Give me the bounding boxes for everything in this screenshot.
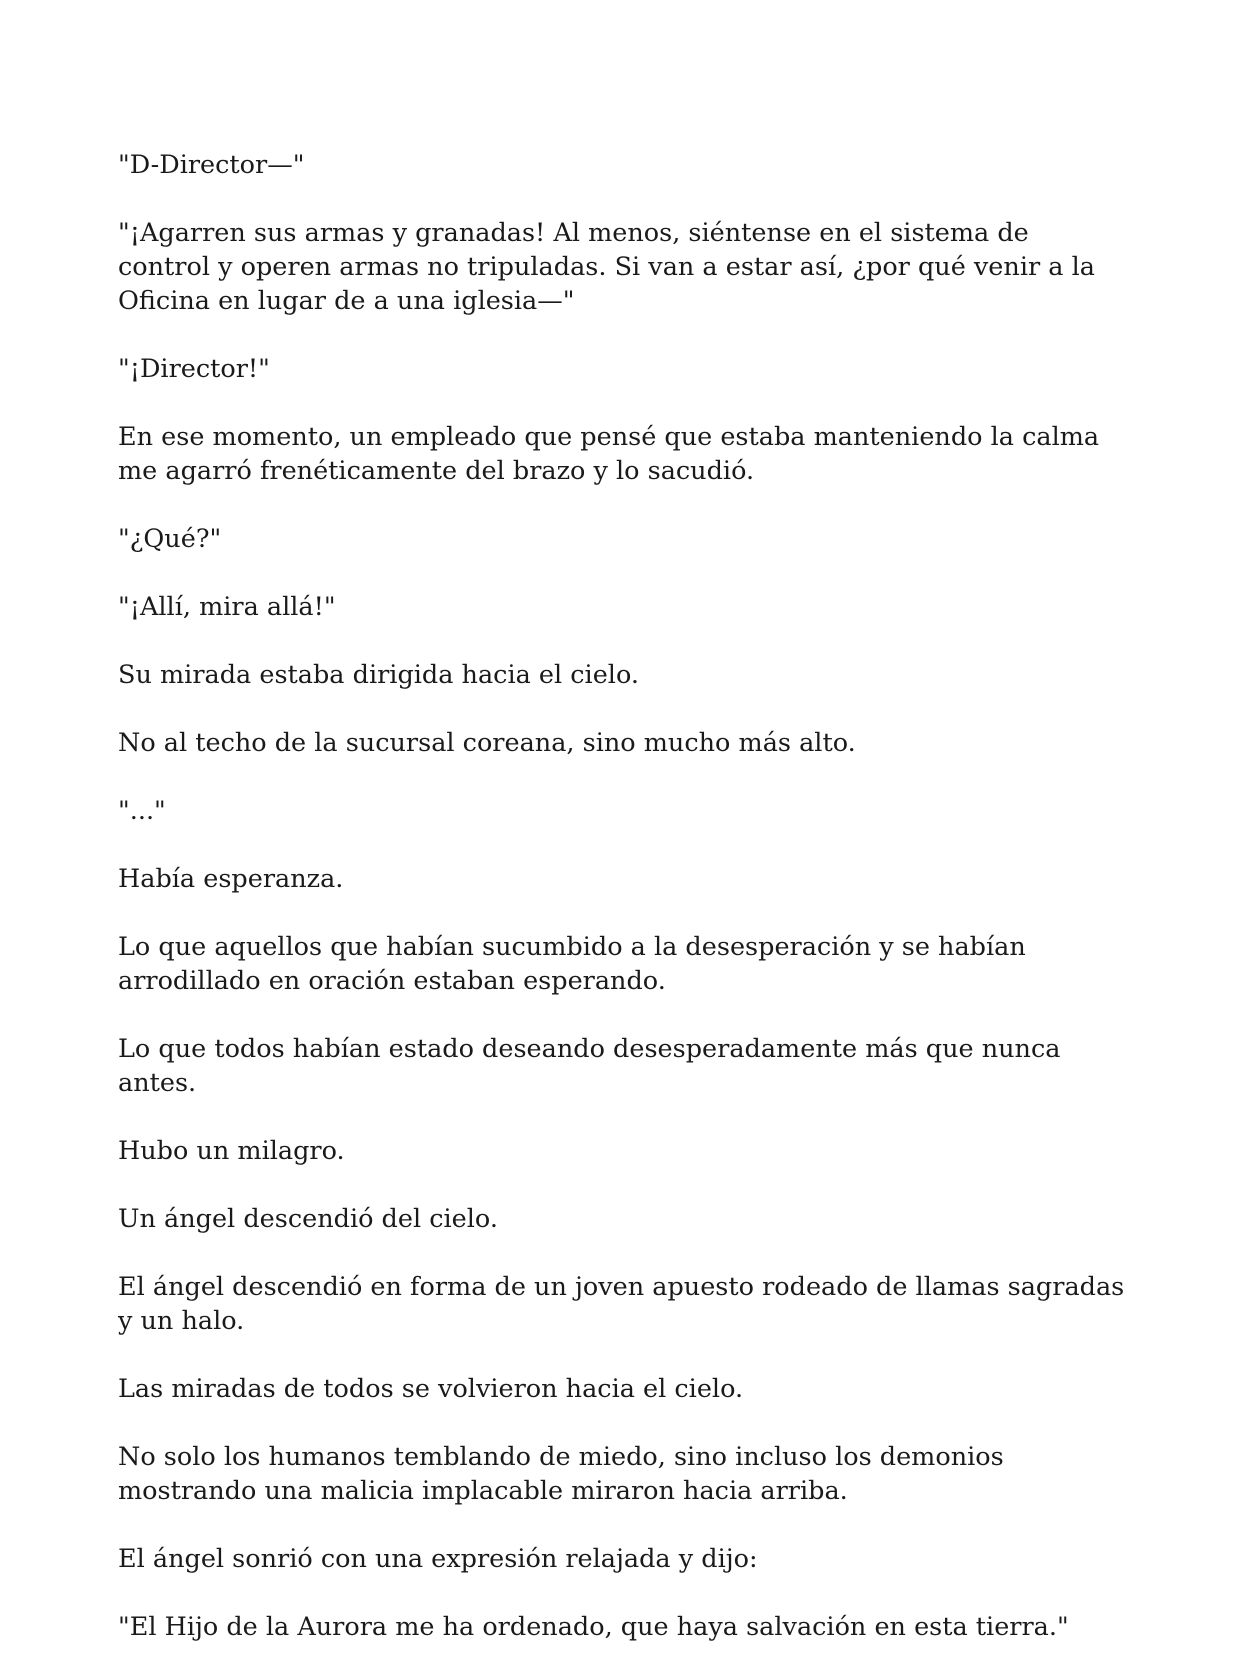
paragraph: Las miradas de todos se volvieron hacia el cielo. [118, 1374, 744, 1404]
paragraph: El ángel sonrió con una expresión relajada y dijo: [118, 1544, 758, 1574]
document-body [118, 148, 1128, 1678]
paragraph: Lo que todos habían estado deseando desesperadamente más que nunca antes. [118, 1034, 1061, 1098]
paragraph: Había esperanza. [118, 864, 344, 894]
paragraph: Lo que aquellos que habían sucumbido a la desesperación y se habían arrodillado en oración estaban esperando. [118, 932, 1026, 996]
paragraph: "¡Agarren sus armas y granadas! Al menos, siéntense en el sistema de control y operen armas no tripuladas. Si van a estar así, ¿por qué venir a la Oficina en lugar de a una iglesia—" [118, 218, 1095, 316]
paragraph: Hubo un milagro. [118, 1136, 345, 1166]
paragraph: "D-Director—" [118, 150, 305, 180]
paragraph: "¿Qué?" [118, 524, 222, 554]
paragraph: "¡Director!" [118, 354, 270, 384]
paragraph: "¡Allí, mira allá!" [118, 592, 336, 622]
paragraph: Un ángel descendió del cielo. [118, 1204, 498, 1234]
paragraph: El ángel descendió en forma de un joven apuesto rodeado de llamas sagradas y un halo. [118, 1272, 1125, 1336]
paragraph: "..." [118, 796, 166, 826]
paragraph: No al techo de la sucursal coreana, sino mucho más alto. [118, 728, 856, 758]
paragraph: En ese momento, un empleado que pensé que estaba manteniendo la calma me agarró frenéticamente del brazo y lo sacudió. [118, 422, 1100, 486]
paragraph: No solo los humanos temblando de miedo, sino incluso los demonios mostrando una malicia implacable miraron hacia arriba. [118, 1442, 1004, 1506]
paragraph: "El Hijo de la Aurora me ha ordenado, que haya salvación en esta tierra." [118, 1612, 1069, 1642]
paragraph: Su mirada estaba dirigida hacia el cielo. [118, 660, 639, 690]
